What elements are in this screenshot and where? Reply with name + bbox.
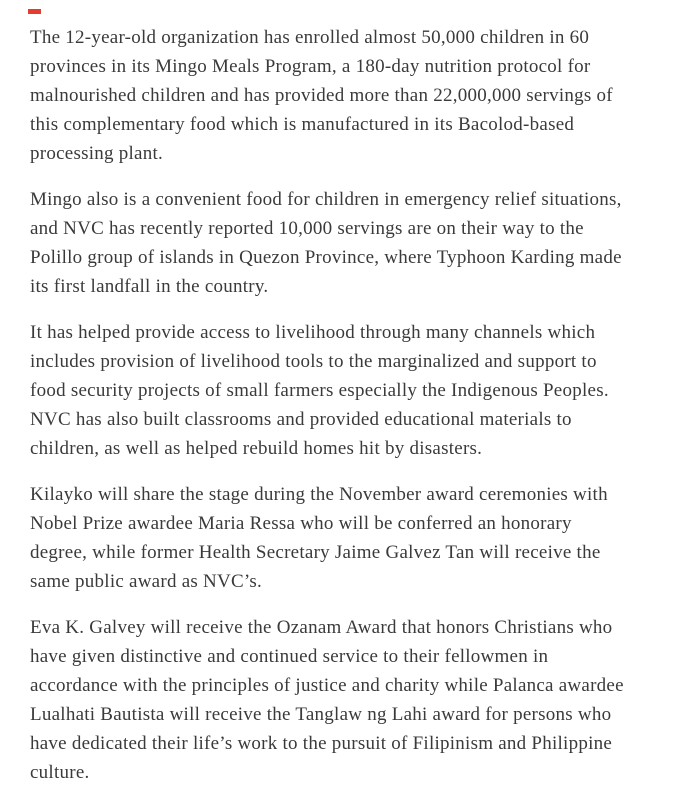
- text-line: accordance with the principles of justice and charity while Palanca awardee: [30, 675, 624, 696]
- text-line: degree, while former Health Secretary Jaime Galvez Tan will receive the: [30, 542, 601, 563]
- text-line: Nobel Prize awardee Maria Ressa who will be conferred an honorary: [30, 513, 572, 534]
- text-line: It has helped provide access to livelihood through many channels which: [30, 322, 596, 343]
- text-line: NVC has also built classrooms and provided educational materials to: [30, 409, 572, 430]
- text-line: culture.: [30, 762, 90, 783]
- text-line: Lualhati Bautista will receive the Tanglaw ng Lahi award for persons who: [30, 704, 612, 725]
- text-line: Eva K. Galvey will receive the Ozanam Award that honors Christians who: [30, 617, 613, 638]
- paragraph: [30, 318, 665, 463]
- text-line: includes provision of livelihood tools to the marginalized and support to: [30, 351, 597, 372]
- paragraph: [30, 613, 665, 787]
- text-line: Kilayko will share the stage during the November award ceremonies with: [30, 484, 608, 505]
- text-line: have dedicated their life’s work to the pursuit of Filipinism and Philippine: [30, 733, 613, 754]
- text-line: its first landfall in the country.: [30, 276, 269, 297]
- text-line: and NVC has recently reported 10,000 servings are on their way to the: [30, 218, 584, 239]
- text-line: children, as well as helped rebuild homes hit by disasters.: [30, 438, 483, 459]
- text-line: provinces in its Mingo Meals Program, a 180-day nutrition protocol for: [30, 56, 591, 77]
- paragraph: [30, 480, 665, 596]
- text-line: same public award as NVC’s.: [30, 571, 263, 592]
- text-line: Mingo also is a convenient food for children in emergency relief situations,: [30, 189, 622, 210]
- text-line: processing plant.: [30, 143, 164, 164]
- red-marker: [28, 9, 41, 14]
- text-line: Polillo group of islands in Quezon Province, where Typhoon Karding made: [30, 247, 622, 268]
- paragraph: [30, 23, 665, 168]
- paragraph: [30, 185, 665, 301]
- text-line: food security projects of small farmers especially the Indigenous Peoples.: [30, 380, 609, 401]
- text-line: malnourished children and has provided more than 22,000,000 servings of: [30, 85, 613, 106]
- text-line: this complementary food which is manufactured in its Bacolod-based: [30, 114, 575, 135]
- text-line: have given distinctive and continued service to their fellowmen in: [30, 646, 549, 667]
- text-line: The 12-year-old organization has enrolled almost 50,000 children in 60: [30, 27, 590, 48]
